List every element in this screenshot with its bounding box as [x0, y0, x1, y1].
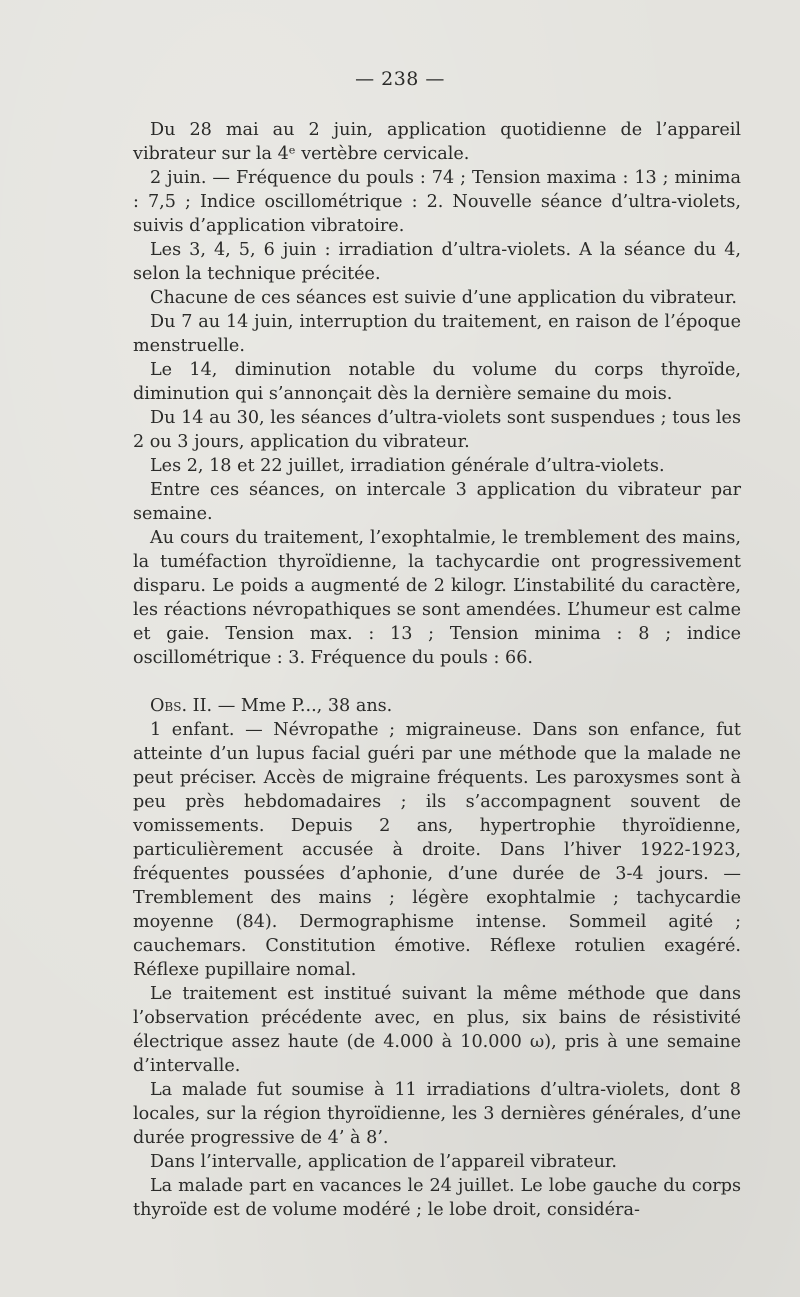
paragraph: Au cours du traitement, l’exophtalmie, le tremblement des mains, la tuméfaction thyroïdienne, la tachycardie ont progressivement disparu. Le poids a augmenté de 2 kilogr. L’instabilité du caractère, les réactions névropathiques se sont amendées. L’humeur est calme et gaie. Tension max. : 13 ; Tension minima : 8 ; indice oscillométrique : 3. Fréquence du pouls : 66. [133, 528, 741, 668]
paragraph: La malade part en vacances le 24 juillet. Le lobe gauche du corps thyroïde est de volume modéré ; le lobe droit, considéra- [133, 1176, 741, 1220]
paragraph: La malade fut soumise à 11 irradiations d’ultra-violets, dont 8 locales, sur la région thyroïdienne, les 3 dernières générales, d’une durée progressive de 4’ à 8’. [133, 1080, 741, 1148]
paragraph: Le 14, diminution notable du volume du corps thyroïde, diminution qui s’annonçait dès la dernière semaine du mois. [133, 360, 741, 404]
paragraph: Du 28 mai au 2 juin, application quotidienne de l’appareil vibrateur sur la 4ᵉ vertèbre cervicale. [133, 120, 741, 164]
paragraph: 2 juin. — Fréquence du pouls : 74 ; Tension maxima : 13 ; minima : 7,5 ; Indice oscillométrique : 2. Nouvelle séance d’ultra-violets, suivis d’application vibratoire. [133, 168, 741, 236]
paragraph: Les 3, 4, 5, 6 juin : irradiation d’ultra-violets. A la séance du 4, selon la technique précitée. [133, 240, 741, 284]
page-number: — 238 — [355, 68, 445, 90]
paragraph: Chacune de ces séances est suivie d’une application du vibrateur. [150, 288, 737, 308]
paragraph: Du 7 au 14 juin, interruption du traitement, en raison de l’époque menstruelle. [133, 312, 741, 356]
page-body [133, 118, 741, 1222]
paragraph: Les 2, 18 et 22 juillet, irradiation générale d’ultra-violets. [150, 456, 665, 476]
paragraph: Dans l’intervalle, application de l’appareil vibrateur. [150, 1152, 617, 1172]
paragraph: Entre ces séances, on intercale 3 application du vibrateur par semaine. [133, 480, 741, 524]
paragraph: Le traitement est institué suivant la même méthode que dans l’observation précédente avec, en plus, six bains de résistivité électrique assez haute (de 4.000 à 10.000 ω), pris à une semaine d’intervalle. [133, 984, 741, 1076]
paragraph: Du 14 au 30, les séances d’ultra-violets sont suspendues ; tous les 2 ou 3 jours, application du vibrateur. [133, 408, 741, 452]
paragraph: 1 enfant. — Névropathe ; migraineuse. Dans son enfance, fut atteinte d’un lupus facial guéri par une méthode que la malade ne peut préciser. Accès de migraine fréquents. Les paroxysmes sont à peu près hebdomadaires ; ils s’accompagnent souvent de vomissements. Depuis 2 ans, hypertrophie thyroïdienne, particulièrement accusée à droite. Dans l’hiver 1922-1923, fréquentes poussées d’aphonie, d’une durée de 3-4 jours. — Tremblement des mains ; légère exophtalmie ; tachycardie moyenne (84). Dermographisme intense. Sommeil agité ; cauchemars. Constitution émotive. Réflexe rotulien exagéré. Réflexe pupillaire nomal. [133, 720, 741, 980]
observation-heading [133, 694, 741, 718]
observation-label: Obs. II. [150, 696, 213, 716]
observation-heading-text: — Mme P..., 38 ans. [212, 696, 393, 716]
